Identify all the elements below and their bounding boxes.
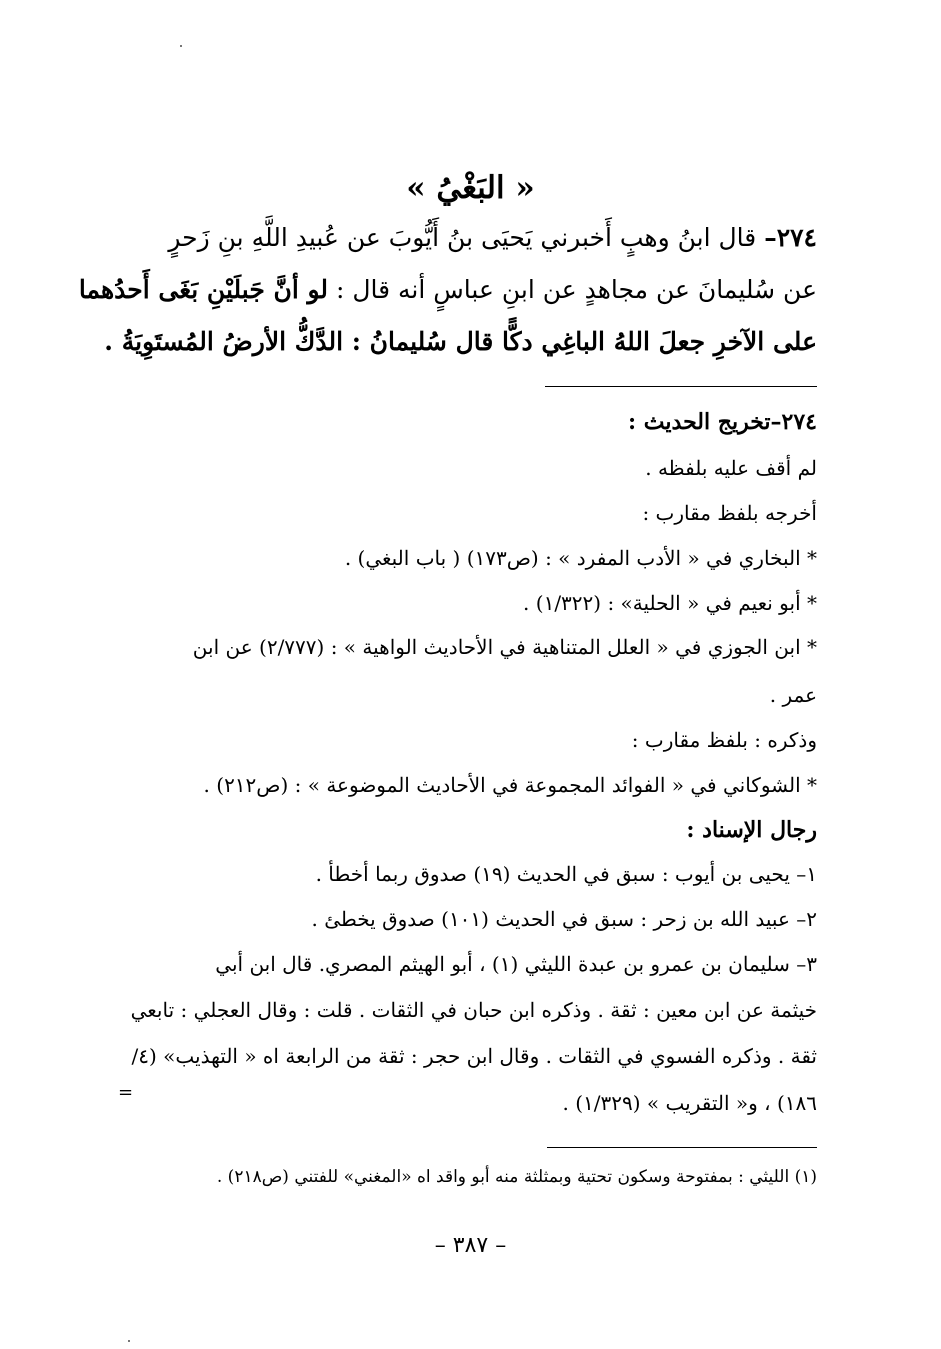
- takhrij-line: * الشوكاني في « الفوائد المجموعة في الأحاديث الموضوعة » : (ص٢١٢) .: [203, 773, 817, 797]
- rijal-line: ثقة . وذكره الفسوي في الثقات . وقال ابن حجر : ثقة من الرابعة اه « التهذيب» (٤/: [131, 1044, 817, 1068]
- separator-rule: [545, 386, 817, 387]
- takhrij-line: لم أقف عليه بلفظه .: [645, 456, 817, 480]
- continuation-mark: =: [118, 1082, 134, 1103]
- takhrij-heading: ٢٧٤–تخريج الحديث :: [628, 409, 817, 435]
- hadith-number: ٢٧٤–: [764, 223, 817, 252]
- rijal-line: ١٨٦) ، و« التقريب » (١/٣٢٩) .: [562, 1091, 817, 1115]
- takhrij-line: * أبو نعيم في « الحلية» : (١/٣٢٢) .: [523, 591, 817, 615]
- hadith-line-3-text: على الآخرِ جعلَ اللهُ الباغِي دكًّا قال سُليمانُ : الدَّكُّ الأرضُ المُستَوِيَةُ .: [104, 327, 817, 356]
- hadith-line-3: [104, 326, 817, 359]
- rijal-line: ٣– سليمان بن عمرو بن عبدة الليثي (١) ، أبو الهيثم المصري. قال ابن أبي: [215, 952, 817, 976]
- hadith-line-1: [168, 222, 817, 255]
- rijal-heading: رجال الإسناد :: [686, 817, 817, 843]
- rijal-line: ٢– عبيد الله بن زحر : سبق في الحديث (١٠١) صدوق يخطئ .: [311, 907, 817, 931]
- takhrij-line: وذكره : بلفظ مقارب :: [631, 728, 817, 752]
- rijal-line: خيثمة عن ابن معين : ثقة . وذكره ابن حبان في الثقات . قلت : وقال العجلي : تابعي: [130, 998, 817, 1022]
- takhrij-line: عمر .: [769, 683, 817, 707]
- takhrij-line: * البخاري في « الأدب المفرد » : (ص١٧٣) ( باب البغي) .: [344, 546, 817, 570]
- hadith-line-2-matn: لو أنَّ جَبلَيْنِ بَغَى أَحدُهما: [78, 275, 329, 304]
- hadith-line-1-text: قال ابنُ وهبٍ أَخبرني يَحيَى بنُ أَيُّوبَ عن عُبيدِ اللَّهِ بنِ زَحرٍ: [168, 223, 757, 252]
- takhrij-line: * ابن الجوزي في « العلل المتناهية في الأحاديث الواهية » : (٢/٧٧٧) عن ابن: [192, 635, 817, 659]
- scan-speck: [180, 45, 182, 47]
- takhrij-line: أخرجه بلفظ مقارب :: [642, 501, 817, 525]
- footnote: (١) الليثي : بمفتوحة وسكون تحتية وبمثلثة منه أبو واقد اه «المغني» للفتني (ص٢١٨) .: [216, 1167, 817, 1187]
- page-number: – ٣٨٧ –: [434, 1233, 507, 1258]
- scan-speck: [128, 1340, 130, 1342]
- chapter-title: « البَغْيُ »: [406, 170, 535, 206]
- footnote-rule: [547, 1147, 817, 1148]
- rijal-line: ١– يحيى بن أيوب : سبق في الحديث (١٩) صدوق ربما أخطأ .: [315, 862, 817, 886]
- hadith-line-2: [79, 274, 817, 307]
- hadith-line-2-intro: عن سُليمانَ عن مجاهدٍ عن ابنِ عباسٍ أنه قال :: [335, 275, 817, 304]
